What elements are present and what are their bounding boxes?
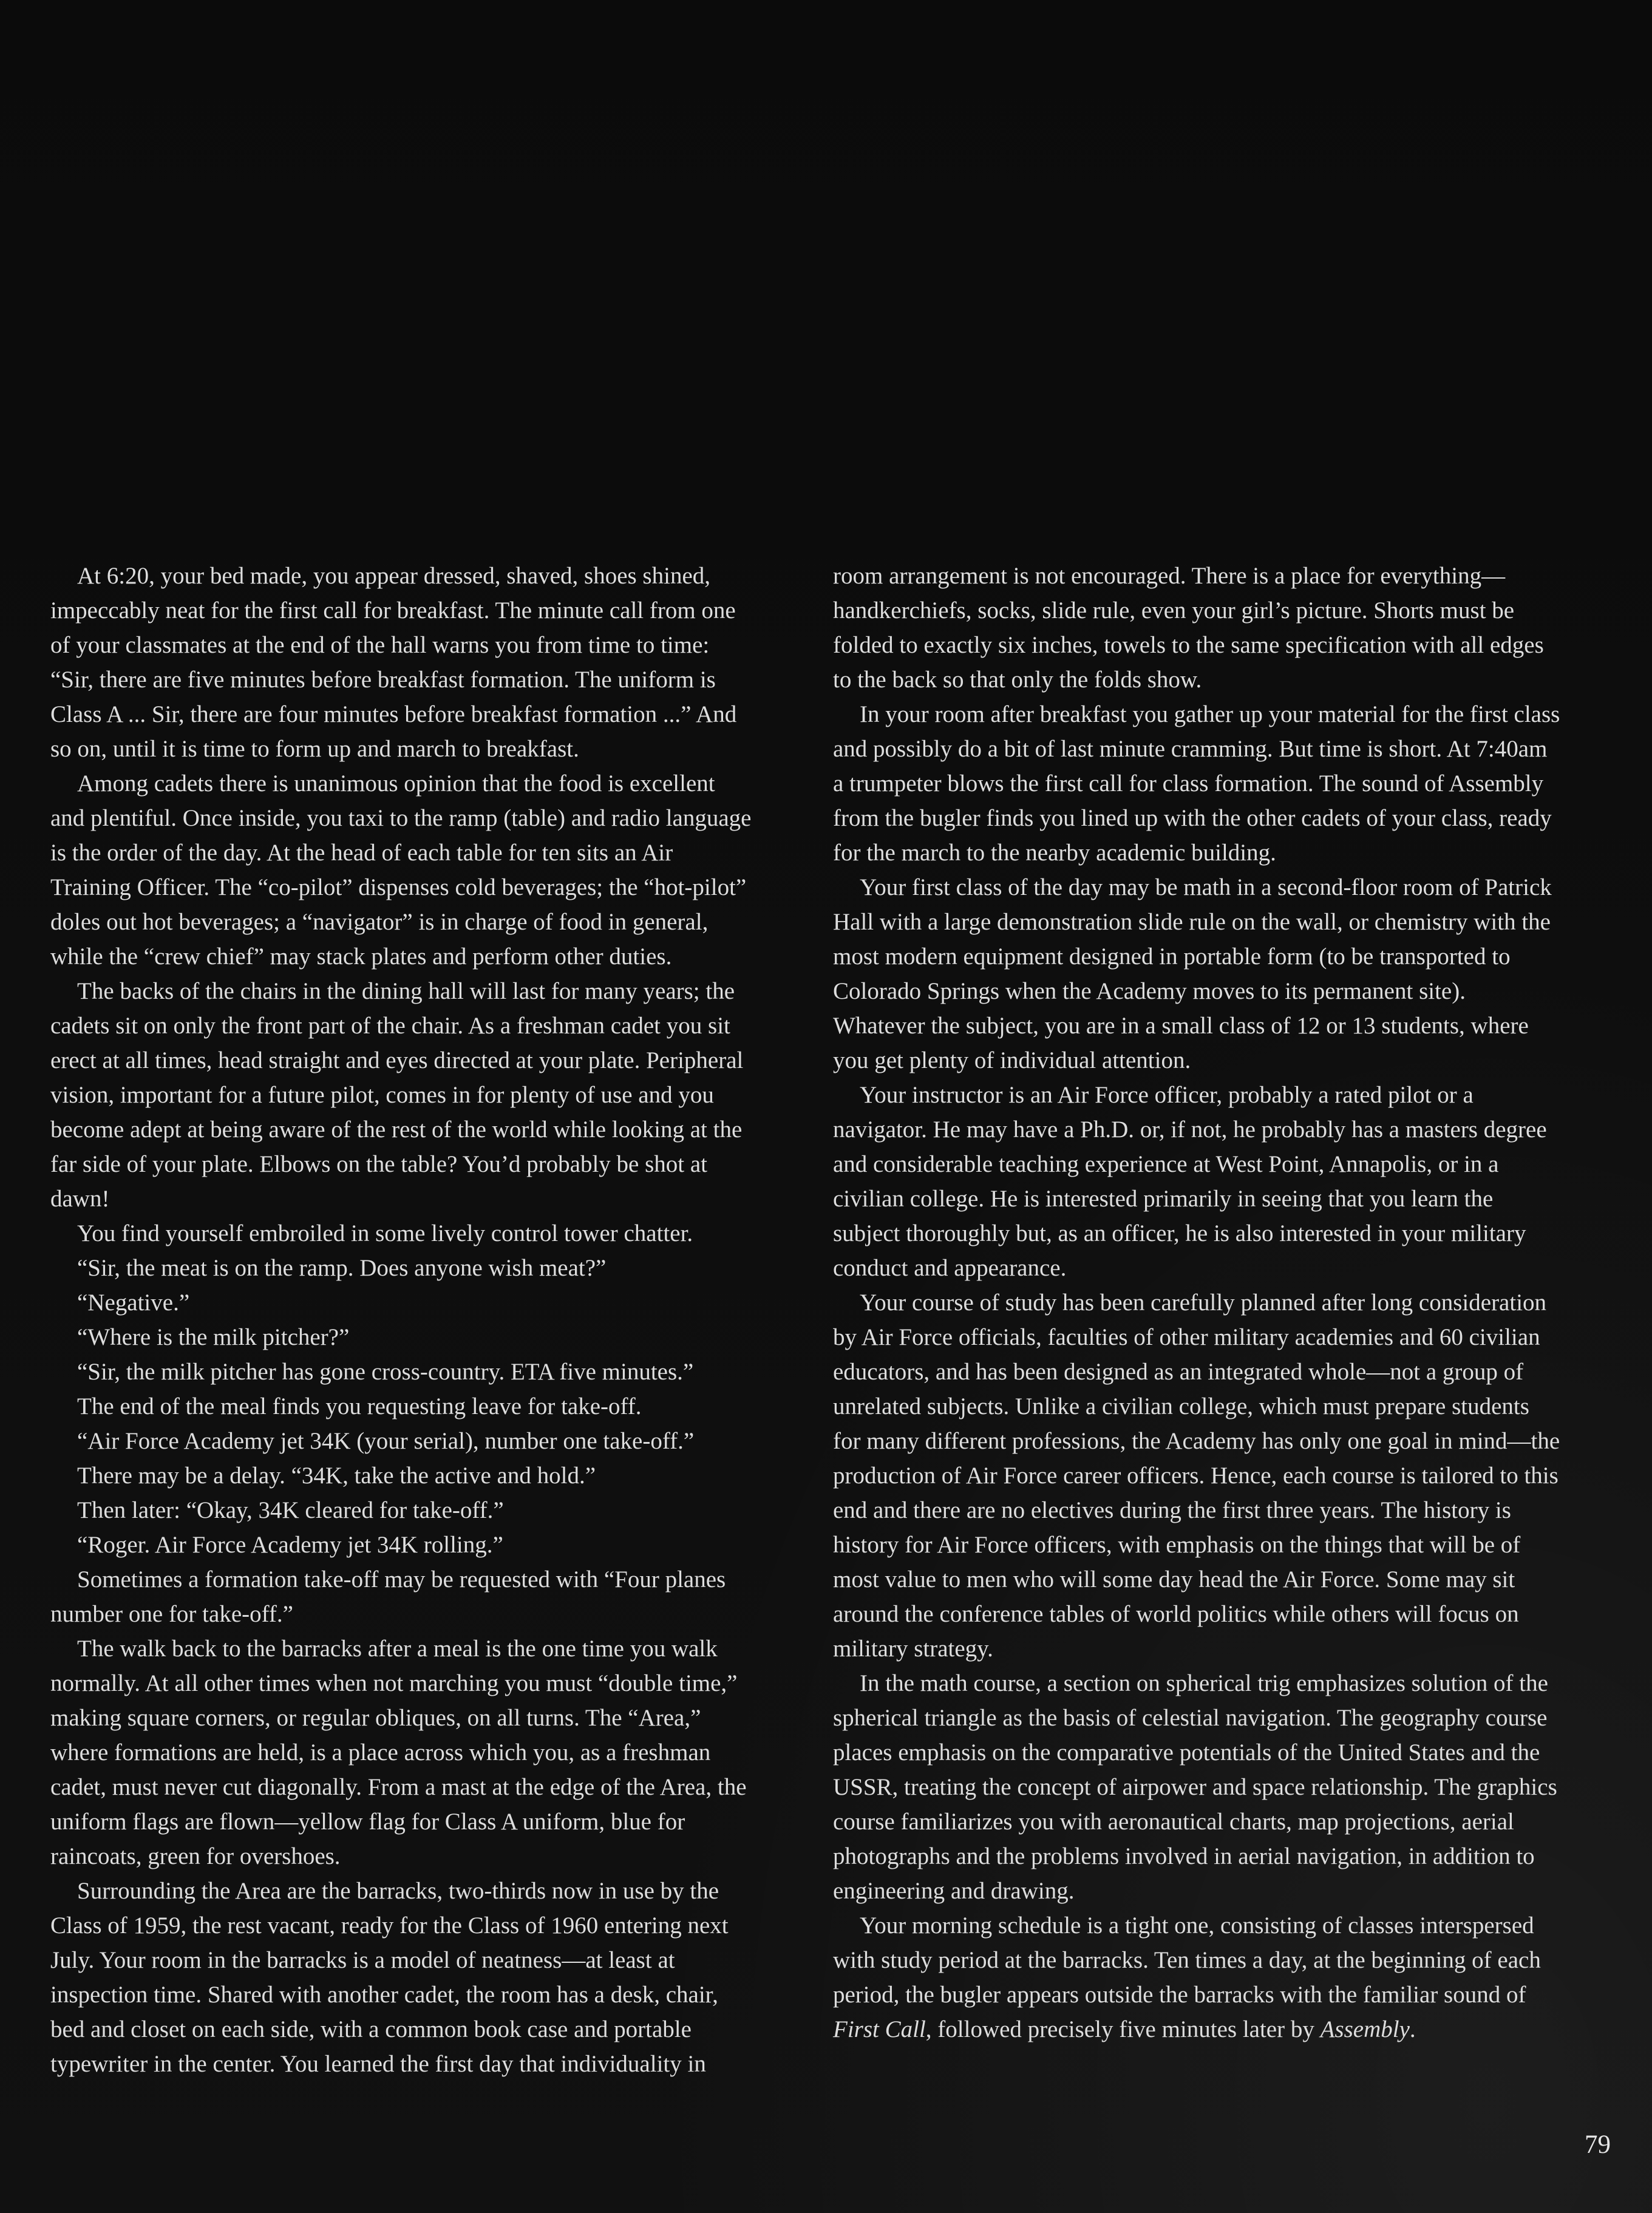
paragraph: Your instructor is an Air Force officer, probably a rated pilot or a navigator. He may have a Ph.D. or, if not, he probably has a masters degree and considerable teaching experience at West Point, Annapolis, or in a civilian college. He is interested primarily in seeing that you learn the subject thoroughly but, as an officer, he is also interested in your military conduct and appearance. bbox=[833, 1082, 1547, 1281]
page-number: 79 bbox=[1585, 2130, 1611, 2159]
text-run: , followed precisely five minutes later by bbox=[925, 2016, 1321, 2042]
left-text-column bbox=[50, 559, 752, 2081]
text-run: Your morning schedule is a tight one, consisting of classes interspersed with study period at the barracks. Ten times a day, at the beginning of each period, the bugler appears outside the barracks with the familiar sound of bbox=[833, 1912, 1541, 2008]
paragraph: At 6:20, your bed made, you appear dressed, shaved, shoes shined, impeccably neat for the first call for breakfast. The minute call from one of your classmates at the end of the hall warns you from time to time: “Sir, there are five minutes before breakfast formation. The uniform is Class A ... Sir, there are four minutes before breakfast formation ...” And so on, until it is time to form up and march to breakfast. bbox=[50, 563, 737, 762]
dialogue-line: “Air Force Academy jet 34K (your serial), number one take-off.” bbox=[77, 1428, 695, 1454]
paragraph: The walk back to the barracks after a meal is the one time you walk normally. At all other times when not marching you must “double time,” making square corners, or regular obliques, on all turns. The “Area,” where formations are held, is a place across which you, as a freshman cadet, must never cut diagonally. From a mast at the edge of the Area, the uniform flags are flown—yellow flag for Class A uniform, blue for raincoats, green for overshoes. bbox=[50, 1636, 747, 1869]
italic-term: First Call bbox=[833, 2016, 926, 2042]
dialogue-line: “Sir, the milk pitcher has gone cross-country. ETA five minutes.” bbox=[77, 1359, 694, 1385]
paragraph: The end of the meal finds you requesting leave for take-off. bbox=[77, 1393, 642, 1419]
dialogue-line: “Roger. Air Force Academy jet 34K rolling.” bbox=[77, 1532, 503, 1558]
paragraph: In your room after breakfast you gather up your material for the first class and possibly do a bit of last minute cramming. But time is short. At 7:40am a trumpeter blows the first call for class formation. The sound of Assembly from the bugler finds you lined up with the other cadets of your class, ready for the march to the nearby academic building. bbox=[833, 701, 1560, 866]
paragraph: Then later: “Okay, 34K cleared for take-off.” bbox=[77, 1497, 504, 1523]
paragraph: Your first class of the day may be math in a second-floor room of Patrick Hall with a large demonstration slide rule on the wall, or chemistry with the most modern equipment designed in portable form (to be transported to Colorado Springs when the Academy moves to its permanent site). Whatever the subject, you are in a small class of 12 or 13 students, where you get plenty of individual attention. bbox=[833, 874, 1552, 1073]
paragraph: Surrounding the Area are the barracks, two-thirds now in use by the Class of 1959, the rest vacant, ready for the Class of 1960 entering next July. Your room in the barracks is a model of neatness—at least at inspection time. Shared with another cadet, the room has a desk, chair, bed and closet on each side, with a common book case and portable typewriter in the center. You learned the first day that individuality in bbox=[50, 1878, 729, 2077]
paragraph: Sometimes a formation take-off may be requested with “Four planes number one for take-off.” bbox=[50, 1566, 726, 1627]
right-text-column bbox=[833, 559, 1562, 2047]
paragraph: The backs of the chairs in the dining hall will last for many years; the cadets sit on only the front part of the chair. As a freshman cadet you sit erect at all times, head straight and eyes directed at your plate. Peripheral vision, important for a future pilot, comes in for plenty of use and you become adept at being aware of the rest of the world while looking at the far side of your plate. Elbows on the table? You’d probably be shot at dawn! bbox=[50, 978, 744, 1212]
paragraph: Among cadets there is unanimous opinion that the food is excellent and plentiful. Once inside, you taxi to the ramp (table) and radio language is the order of the day. At the head of each table for ten sits an Air Training Officer. The “co-pilot” dispenses cold beverages; the “hot-pilot” doles out hot beverages; a “navigator” is in charge of food in general, while the “crew chief” may stack plates and perform other duties. bbox=[50, 770, 752, 970]
paragraph: In the math course, a section on spherical trig emphasizes solution of the spherical triangle as the basis of celestial navigation. The geography course places emphasis on the comparative potentials of the United States and the USSR, treating the concept of airpower and space relationship. The graphics course familiarizes you with aeronautical charts, map projections, aerial photographs and the problems involved in aerial navigation, in addition to engineering and drawing. bbox=[833, 1670, 1557, 1904]
paragraph: There may be a delay. “34K, take the active and hold.” bbox=[77, 1463, 596, 1489]
paragraph: You find yourself embroiled in some lively control tower chatter. bbox=[77, 1220, 693, 1246]
continued-paragraph: room arrangement is not encouraged. There is a place for everything—handkerchiefs, socks, slide rule, even your girl’s picture. Shorts must be folded to exactly six inches, towels to the same specification with all edges to the back so that only the folds show. bbox=[833, 563, 1544, 693]
italic-term: Assembly bbox=[1320, 2016, 1410, 2042]
paragraph: Your course of study has been carefully planned after long consideration by Air Force officials, faculties of other military academies and 60 civilian educators, and has been designed as an integrated whole—not a group of unrelated subjects. Unlike a civilian college, which must prepare students for many different professions, the Academy has only one goal in mind—the production of Air Force career officers. Hence, each course is tailored to this end and there are no electives during the first three years. The history is history for Air Force officers, with emphasis on the things that will be of most value to men who will some day head the Air Force. Some may sit around the conference tables of world politics while others will focus on military strategy. bbox=[833, 1290, 1560, 1662]
text-run: . bbox=[1409, 2016, 1416, 2042]
dialogue-line: “Negative.” bbox=[77, 1290, 190, 1316]
dialogue-line: “Sir, the meat is on the ramp. Does anyone wish meat?” bbox=[77, 1255, 607, 1281]
final-paragraph bbox=[833, 1908, 1562, 2047]
dialogue-line: “Where is the milk pitcher?” bbox=[77, 1324, 350, 1350]
